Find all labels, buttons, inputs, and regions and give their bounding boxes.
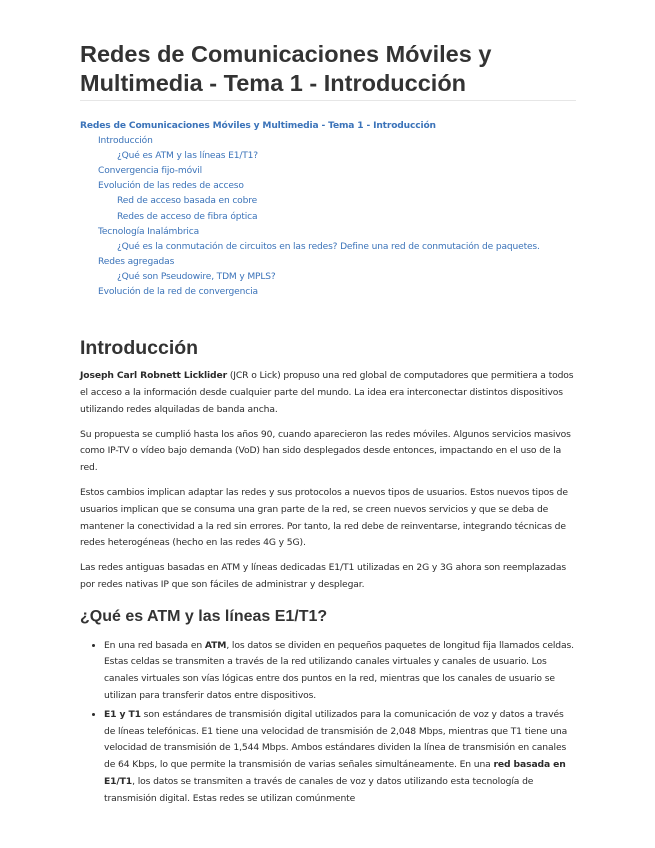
list-item [104,638,576,705]
toc-link-pseudowire[interactable]: ¿Qué son Pseudowire, TDM y MPLS? [117,271,276,282]
toc-link-agregadas[interactable]: Redes agregadas [98,256,175,267]
intro-paragraph-1-text: (JCR o Lick) propuso una red global de computadores que permitiera a todos el acceso a la información desde cualquier parte del mundo. La idea era interconectar distintos dispositivos utilizando redes alquiladas de banda ancha. [80,370,574,415]
toc-link-evolucion-convergencia[interactable]: Evolución de la red de convergencia [98,287,258,298]
toc-link-atm[interactable]: ¿Qué es ATM y las líneas E1/T1? [117,151,258,162]
intro-paragraph-3: Estos cambios implican adaptar las redes y sus protocolos a nuevos tipos de usuarios. Estos nuevos tipos de usuarios implican que se consuma una gran parte de la red, se creen nuevos servicios y que se deba de mantener la conectividad a la red sin errores. Por tanto, la red debe de reinventarse, integrando técnicas de redes heterogéneas (hecho en las redes 4G y 5G). [80,486,568,549]
toc-link-conmutacion[interactable]: ¿Qué es la conmutación de circuitos en las redes? Define una red de conmutación de paquetes. [117,241,540,252]
page-title: Redes de Comunicaciones Móviles y Multimedia - Tema 1 - Introducción [80,40,576,101]
licklider-name: Joseph Carl Robnett Licklider [80,370,228,382]
section-heading-atm: ¿Qué es ATM y las líneas E1/T1? [80,607,328,625]
intro-paragraph-1 [80,368,576,418]
toc-link-main[interactable]: Redes de Comunicaciones Móviles y Multimedia - Tema 1 - Introducción [80,121,436,131]
e1-t1-network-term: red basada en E1/T1 [104,759,566,788]
table-of-contents [80,119,576,300]
atm-bullet-2-text: son estándares de transmisión digital utilizados para la comunicación de voz y datos a través de líneas telefónicas. E1 tiene una velocidad de transmisión de 2,048 Mbps, mientras que T1 tiene una velocidad de transmisión de 1,544 Mbps. Ambos estándares dividen la línea de transmisión en canales de 64 Kbps, lo que permite la transmisión de varias señales simultáneamente. En una [104,708,568,771]
intro-paragraph-4: Las redes antiguas basadas en ATM y líneas dedicadas E1/T1 utilizadas en 2G y 3G ahora son reemplazadas por redes nativas IP que son fáciles de administrar y desplegar. [80,562,567,590]
toc-link-convergencia[interactable]: Convergencia fijo-móvil [98,166,203,177]
atm-bullet-2-text-end: , los datos se transmiten a través de canales de voz y datos utilizando esta tecnología de transmisión digital. Estas redes se utilizan comúnmente [104,776,534,804]
toc-link-fibra[interactable]: Redes de acceso de fibra óptica [117,211,258,222]
atm-bullet-1-text: , los datos se dividen en pequeños paquetes de longitud fija llamados celdas. Estas celdas se transmiten a través de la red utilizando canales virtuales y canales de usuario. Los canales virtuales son vías lógicas entre dos puntos en la red, mientras que los canales de usuario se utilizan para transferir datos entre dispositivos. [104,639,574,702]
e1-t1-term: E1 y T1 [104,708,141,720]
list-item [104,707,576,808]
toc-link-inalambrica[interactable]: Tecnología Inalámbrica [98,226,200,237]
atm-term: ATM [204,639,227,651]
atm-bullet-list [80,638,576,808]
toc-link-introduccion[interactable]: Introducción [98,136,153,147]
atm-bullet-1-intro: En una red basada en [104,639,205,651]
section-heading-introduccion: Introducción [80,337,199,360]
intro-paragraph-2: Su propuesta se cumplió hasta los años 90, cuando aparecieron las redes móviles. Algunos servicios masivos como IP-TV o vídeo bajo demanda (VoD) han sido desplegados desde entonces, impactando en el uso de la red. [80,428,571,474]
document-page [80,40,576,810]
toc-link-evolucion-acceso[interactable]: Evolución de las redes de acceso [98,181,244,192]
toc-link-cobre[interactable]: Red de acceso basada en cobre [117,196,258,207]
